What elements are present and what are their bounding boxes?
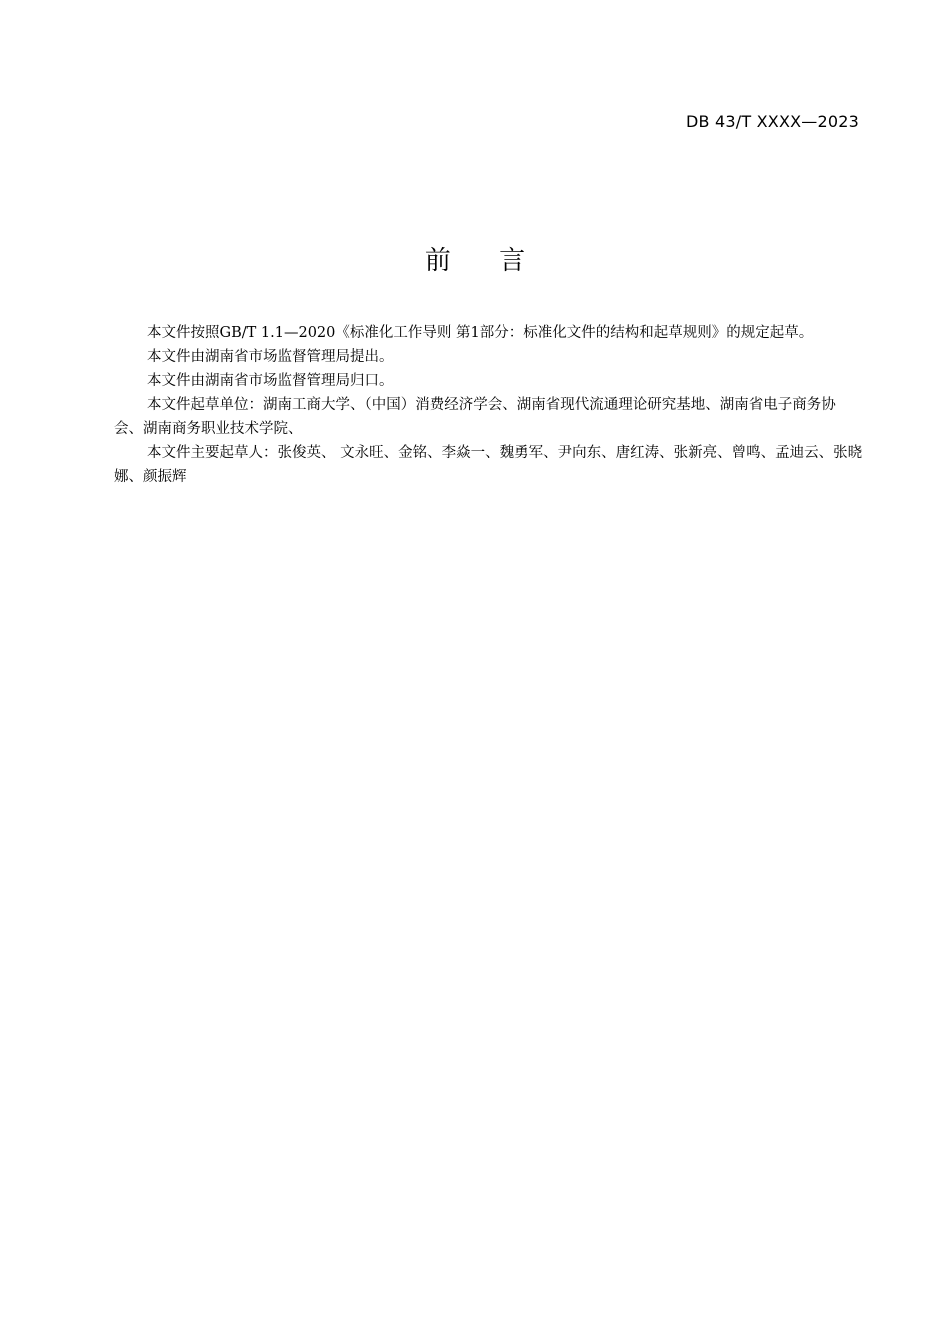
- document-number: DB 43/T XXXX—2023: [686, 112, 859, 131]
- foreword-body: [114, 321, 864, 489]
- page-title: 前 言: [424, 246, 546, 276]
- paragraph-drafting-units: 本文件起草单位：湖南工商大学、（中国）消费经济学会、湖南省现代流通理论研究基地、湖南省电子商务协会、湖南商务职业技术学院、: [114, 397, 836, 437]
- paragraph-centralized-by: 本文件由湖南省市场监督管理局归口。: [147, 373, 394, 389]
- paragraph-proposed-by: 本文件由湖南省市场监督管理局提出。: [147, 349, 394, 365]
- paragraph-main-drafters: 本文件主要起草人：张俊英、 文永旺、金铭、李焱一、魏勇军、尹向东、唐红涛、张新亮、曾鸣、孟迪云、张晓娜、颜振辉: [114, 445, 863, 485]
- paragraph-drafting-rules: 本文件按照GB/T 1.1—2020《标准化工作导则 第1部分：标准化文件的结构和起草规则》的规定起草。: [147, 325, 814, 341]
